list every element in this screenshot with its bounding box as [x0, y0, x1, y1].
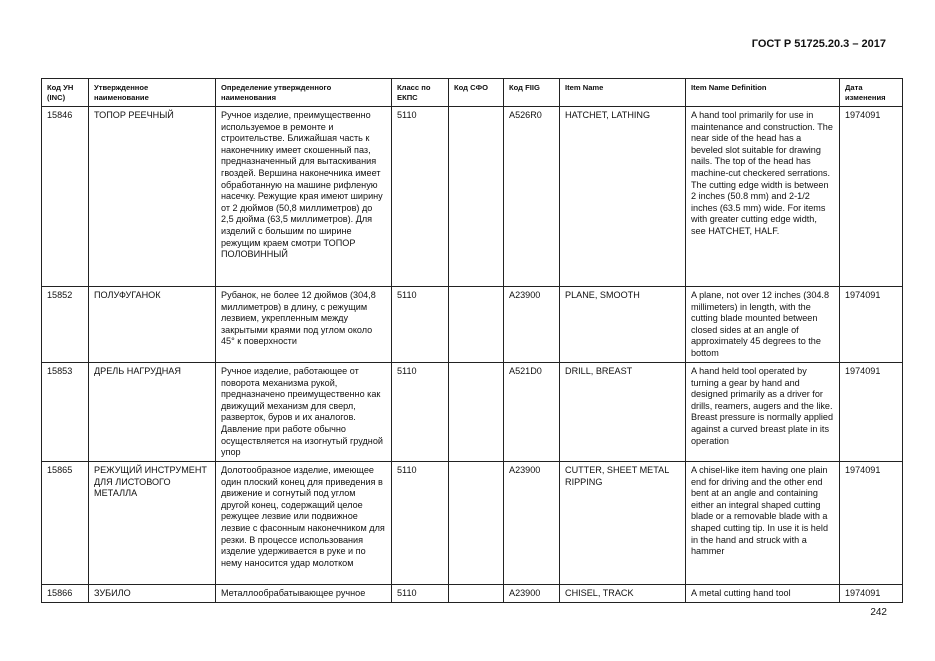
cell-sfo-code — [449, 585, 504, 603]
table-row — [42, 585, 903, 603]
cell-fiig-code: A23900 — [504, 585, 560, 603]
cell-item-name: CUTTER, SHEET METAL RIPPING — [560, 462, 686, 585]
column-header-item-name-definition: Item Name Definition — [686, 79, 840, 107]
column-header-approved-name: Утвержденное наименование — [89, 79, 216, 107]
cell-sfo-code — [449, 462, 504, 585]
cell-inc: 15846 — [42, 107, 89, 287]
cell-change-date: 1974091 — [840, 585, 903, 603]
cell-approved-name: ДРЕЛЬ НАГРУДНАЯ — [89, 363, 216, 462]
cell-ekps-class: 5110 — [392, 585, 449, 603]
cell-sfo-code — [449, 363, 504, 462]
cell-name-definition: Ручное изделие, работающее от поворота механизма рукой, предназначено преимущественно как движущий механизм для сверл, разверток, буров и их аналогов. Давление при работе обычно осуществляется на изогнутый грудной упор — [216, 363, 392, 462]
cell-ekps-class: 5110 — [392, 462, 449, 585]
page-number: 242 — [870, 607, 887, 618]
cell-approved-name: ПОЛУФУГАНОК — [89, 287, 216, 363]
cell-approved-name: ТОПОР РЕЕЧНЫЙ — [89, 107, 216, 287]
cell-ekps-class: 5110 — [392, 363, 449, 462]
column-header-inc: Код УН (INC) — [42, 79, 89, 107]
cell-change-date: 1974091 — [840, 462, 903, 585]
cell-sfo-code — [449, 287, 504, 363]
cell-item-name-definition: A hand tool primarily for use in maintenance and construction. The near side of the head has a beveled slot suitable for drawing nails. The top of the head has machine-cut checkered serrations. The cutting edge width is between 2 inches (50.8 mm) and 2-1/2 inches (63.5 mm) wide. For items with greater cutting edge width, see HATCHET, HALF. — [686, 107, 840, 287]
column-header-fiig-code: Код FIIG — [504, 79, 560, 107]
cell-approved-name: ЗУБИЛО — [89, 585, 216, 603]
cell-name-definition: Рубанок, не более 12 дюймов (304,8 миллиметров) в длину, с режущим лезвием, укрепленным между закрытыми краями под углом около 45° к поверхности — [216, 287, 392, 363]
cell-sfo-code — [449, 107, 504, 287]
column-header-ekps-class: Класс по ЕКПС — [392, 79, 449, 107]
cell-change-date: 1974091 — [840, 363, 903, 462]
cell-ekps-class: 5110 — [392, 107, 449, 287]
cell-item-name-definition: A plane, not over 12 inches (304.8 millimeters) in length, with the cutting blade mounted between closed sides at an angle of approximately 45 degrees to the bottom — [686, 287, 840, 363]
cell-inc: 15852 — [42, 287, 89, 363]
cell-name-definition: Ручное изделие, преимущественно используемое в ремонте и строительстве. Ближайшая часть к наконечнику имеет скошенный паз, предназначенный для вытаскивания гвоздей. Вершина наконечника имеет обработанную на машине рифленую насечку. Режущие края имеют ширину от 2 дюймов (50,8 миллиметров) до 2,5 дюйма (63,5 миллиметров). Для изделий с большим по ширине режущим краем смотри ТОПОР ПОЛОВИННЫЙ — [216, 107, 392, 287]
cell-name-definition: Металлообрабатывающее ручное — [216, 585, 392, 603]
cell-fiig-code: A23900 — [504, 287, 560, 363]
cell-item-name: PLANE, SMOOTH — [560, 287, 686, 363]
cell-change-date: 1974091 — [840, 287, 903, 363]
table-row — [42, 107, 903, 287]
cell-change-date: 1974091 — [840, 107, 903, 287]
cell-item-name: CHISEL, TRACK — [560, 585, 686, 603]
table-row — [42, 462, 903, 585]
column-header-name-definition: Определение утвержденного наименования — [216, 79, 392, 107]
cell-ekps-class: 5110 — [392, 287, 449, 363]
cell-inc: 15865 — [42, 462, 89, 585]
document-code: ГОСТ Р 51725.20.3 – 2017 — [751, 38, 886, 50]
cell-inc: 15853 — [42, 363, 89, 462]
column-header-sfo-code: Код СФО — [449, 79, 504, 107]
cell-item-name-definition: A chisel-like item having one plain end for driving and the other end bent at an angle and containing either an integral shaped cutting blade or a removable blade with a shaped cutting tip. In use it is held in the hand and struck with a hammer — [686, 462, 840, 585]
table-header-row — [42, 79, 903, 107]
cell-item-name-definition: A metal cutting hand tool — [686, 585, 840, 603]
cell-item-name: DRILL, BREAST — [560, 363, 686, 462]
cell-inc: 15866 — [42, 585, 89, 603]
cell-approved-name: РЕЖУЩИЙ ИНСТРУМЕНТ ДЛЯ ЛИСТОВОГО МЕТАЛЛА — [89, 462, 216, 585]
cell-fiig-code: A521D0 — [504, 363, 560, 462]
cell-item-name-definition: A hand held tool operated by turning a gear by hand and designed primarily as a driver for drills, reamers, augers and the like. Breast pressure is normally applied against a curved breast plate in its operation — [686, 363, 840, 462]
cell-name-definition: Долотообразное изделие, имеющее один плоский конец для приведения в движение и согнутый под углом другой конец, содержащий целое режущее лезвие или подвижное лезвие с фасонным наконечником для резки. В процессе использования изделие удерживается в руке и по нему наносится удар молотком — [216, 462, 392, 585]
column-header-item-name: Item Name — [560, 79, 686, 107]
table-row — [42, 287, 903, 363]
catalog-table — [41, 78, 903, 603]
cell-fiig-code: A526R0 — [504, 107, 560, 287]
cell-item-name: HATCHET, LATHING — [560, 107, 686, 287]
table-row — [42, 363, 903, 462]
column-header-change-date: Дата изменения — [840, 79, 903, 107]
cell-fiig-code: A23900 — [504, 462, 560, 585]
